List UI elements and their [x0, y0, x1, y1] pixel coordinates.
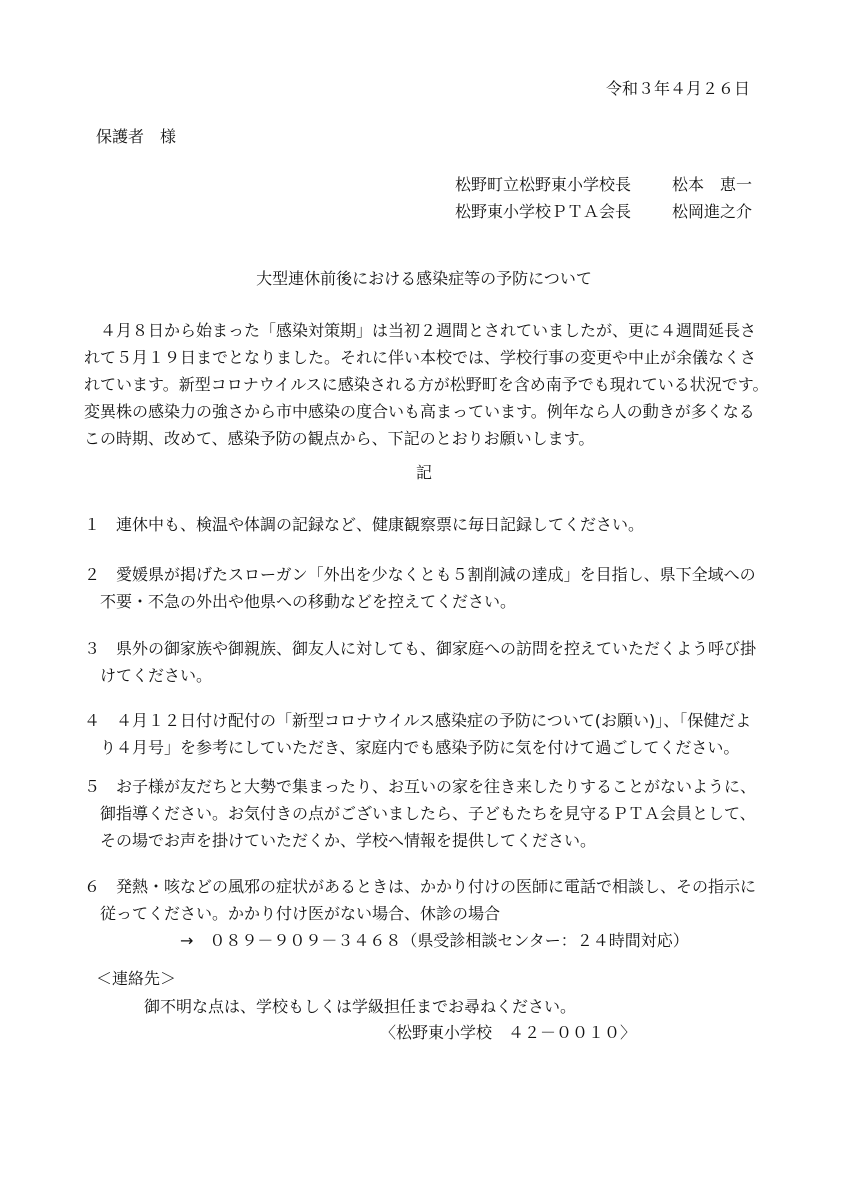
recipient: 保護者 様	[96, 127, 177, 146]
sender-org: 松野町立松野東小学校長	[455, 175, 632, 194]
issue-date: 令和３年４月２６日	[605, 79, 750, 98]
item-line: 不要・不急の外出や他県への移動などを控えてください。	[84, 592, 517, 611]
list-item	[84, 774, 756, 855]
sender-org: 松野東小学校ＰＴＡ会長	[455, 202, 632, 221]
document-title: 大型連休前後における感染症等の予防について	[256, 269, 592, 288]
list-item	[84, 874, 756, 955]
list-item	[84, 636, 756, 690]
paragraph-line: れて５月１９日までとなりました。それに伴い本校では、学校行事の変更や中止が余儀なくさ	[84, 348, 757, 367]
item-line: ６ 発熱・咳などの風邪の症状があるときは、かかり付けの医師に電話で相談し、その指示に	[84, 877, 757, 896]
item-line: 従ってください。かかり付け医がない場合、休診の場合	[84, 904, 501, 923]
item-line: り４月号」を参考にしていただき、家庭内でも感染予防に気を付けて過ごしてください。	[84, 738, 740, 757]
contact-school: 〈松野東小学校 ４２－００１０〉	[380, 1023, 637, 1042]
item-line: その場でお声を掛けていただくか、学校へ情報を提供してください。	[84, 831, 597, 850]
contact-heading: ＜連絡先＞	[96, 969, 177, 988]
consultation-phone-line: → ０８９－９０９－３４６８（県受診相談センター：２４時間対応）	[84, 931, 689, 950]
sender-row	[455, 172, 752, 199]
sender-row	[455, 199, 752, 226]
list-item	[84, 708, 751, 762]
item-line: けてください。	[84, 666, 213, 685]
sender-block	[455, 172, 752, 226]
list-item	[84, 512, 644, 539]
intro-paragraph	[84, 318, 774, 453]
item-line: １ 連休中も、検温や体調の記録など、健康観察票に毎日記録してください。	[84, 515, 645, 534]
item-line: ５ お子様が友だちと大勢で集まったり、お互いの家を往き来したりすることがないように、	[84, 777, 757, 796]
ki-heading: 記	[415, 463, 432, 482]
item-line: ２ 愛媛県が掲げたスローガン「外出を少なくとも５割削減の達成」を目指し、県下全域への	[84, 565, 756, 584]
paragraph-line: 変異株の感染力の強さから市中感染の度合いも高まっています。例年なら人の動きが多くなる	[84, 402, 755, 421]
item-line: ３ 県外の御家族や御親族、御友人に対しても、御家庭への訪問を控えていただくよう呼び掛	[84, 639, 757, 658]
contact-text: 御不明な点は、学校もしくは学級担任までお尋ねください。	[144, 997, 577, 1016]
list-item	[84, 562, 756, 616]
sender-name: 松本 恵一	[672, 175, 753, 194]
item-line: ４ ４月１２日付け配付の「新型コロナウイルス感染症の予防について(お願い)」、「保健だよ	[84, 711, 752, 730]
paragraph-line: この時期、改めて、感染予防の観点から、下記のとおりお願いします。	[84, 429, 595, 448]
item-line: 御指導ください。お気付きの点がございましたら、子どもたちを見守るＰＴＡ会員として、	[84, 804, 756, 823]
sender-name: 松岡進之介	[672, 202, 753, 221]
paragraph-line: ４月８日から始まった「感染対策期」は当初２週間とされていましたが、更に４週間延長さ	[84, 321, 757, 340]
paragraph-line: れています。新型コロナウイルスに感染される方が松野町を含め南予でも現れている状況です。	[84, 375, 769, 394]
